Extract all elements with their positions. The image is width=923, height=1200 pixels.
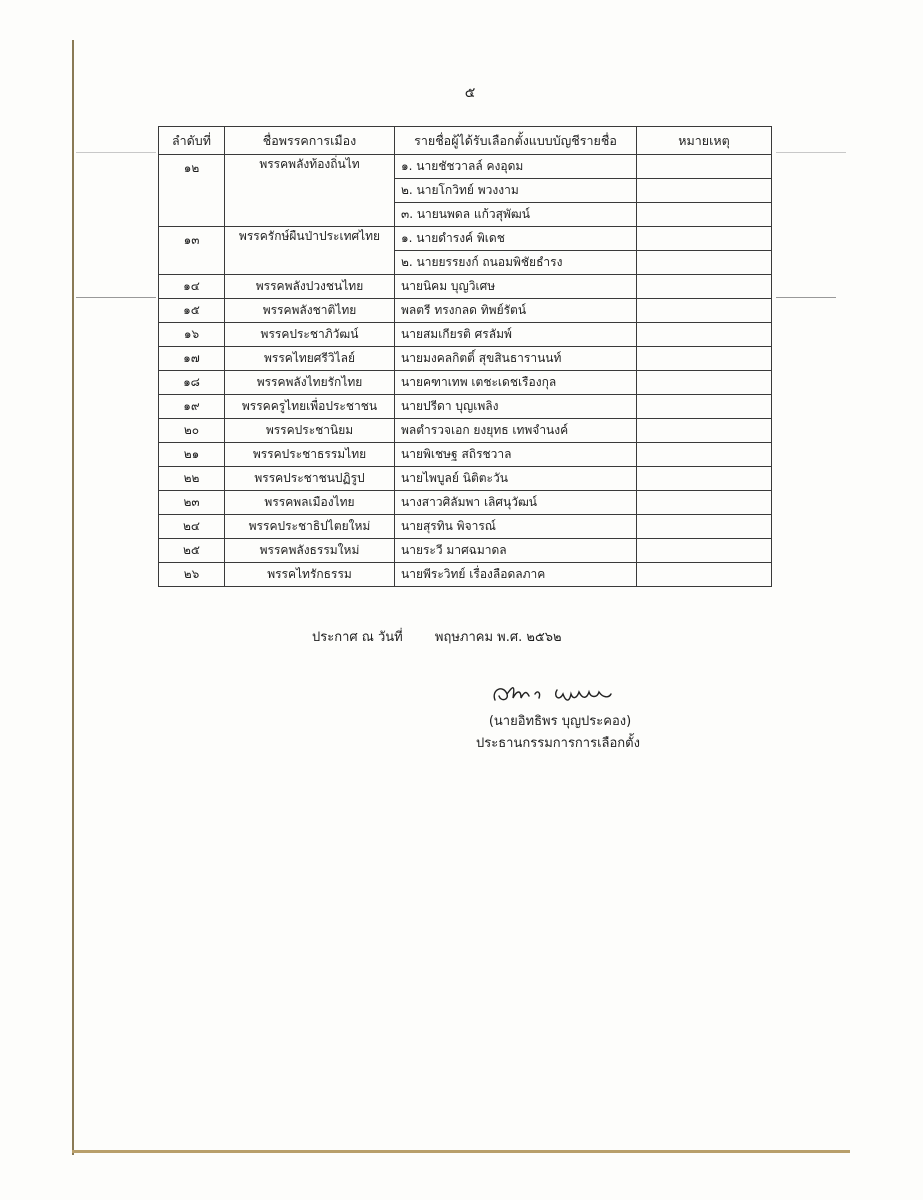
row-order-number: ๒๐ — [159, 419, 225, 443]
candidate-name: ๒. นายโกวิทย์ พวงงาม — [395, 179, 637, 203]
party-name: พรรคพลเมืองไทย — [225, 491, 395, 515]
table-row — [159, 443, 772, 467]
candidate-name: นายพิเชษฐ สถิรชวาล — [395, 443, 637, 467]
candidate-name: ๑. นายดำรงค์ พิเดช — [395, 227, 637, 251]
candidate-name: นายสุรทิน พิจารณ์ — [395, 515, 637, 539]
remark-cell — [637, 155, 772, 179]
remark-cell — [637, 371, 772, 395]
remark-cell — [637, 443, 772, 467]
candidate-name: ๑. นายชัชวาลล์ คงอุดม — [395, 155, 637, 179]
signer-title: ประธานกรรมการการเลือกตั้ง — [476, 736, 640, 751]
row-order-number: ๒๓ — [159, 491, 225, 515]
party-name: พรรครักษ์ผืนป่าประเทศไทย — [225, 227, 395, 275]
row-order-number: ๑๙ — [159, 395, 225, 419]
row-order-number: ๑๕ — [159, 299, 225, 323]
handwritten-signature — [487, 676, 627, 710]
candidate-name: พลตำรวจเอก ยงยุทธ เทพจำนงค์ — [395, 419, 637, 443]
scan-bottom-edge — [72, 1150, 850, 1153]
row-order-number: ๒๕ — [159, 539, 225, 563]
party-name: พรรคประชาชนปฏิรูป — [225, 467, 395, 491]
signer-name: (นายอิทธิพร บุญประคอง) — [488, 714, 632, 729]
table-row — [159, 299, 772, 323]
scan-artifact-line — [776, 297, 836, 298]
announcement-date: พฤษภาคม พ.ศ. ๒๕๖๒ — [434, 630, 562, 645]
row-order-number: ๒๔ — [159, 515, 225, 539]
party-name: พรรคประชาธิปไตยใหม่ — [225, 515, 395, 539]
candidate-name: นางสาวศิลัมพา เลิศนุวัฒน์ — [395, 491, 637, 515]
remark-cell — [637, 179, 772, 203]
table-row — [159, 395, 772, 419]
page-number: ๕ — [464, 85, 476, 101]
table-body — [159, 155, 772, 587]
remark-cell — [637, 251, 772, 275]
candidate-name: นายปรีดา บุญเพลิง — [395, 395, 637, 419]
table-row — [159, 323, 772, 347]
candidate-name: นายระวี มาศฉมาดล — [395, 539, 637, 563]
party-name: พรรคประชานิยม — [225, 419, 395, 443]
remark-cell — [637, 491, 772, 515]
table-row — [159, 275, 772, 299]
remark-cell — [637, 323, 772, 347]
scan-artifact-line — [776, 152, 846, 153]
scan-artifact-line — [76, 297, 156, 298]
remark-cell — [637, 563, 772, 587]
party-name: พรรคพลังชาติไทย — [225, 299, 395, 323]
row-order-number: ๑๒ — [159, 155, 225, 227]
table-row — [159, 467, 772, 491]
party-name: พรรคไทยศรีวิไลย์ — [225, 347, 395, 371]
party-name: พรรคประชาธรรมไทย — [225, 443, 395, 467]
row-order-number: ๑๔ — [159, 275, 225, 299]
party-list-results-table — [158, 126, 772, 587]
remark-cell — [637, 203, 772, 227]
party-name: พรรคประชาภิวัฒน์ — [225, 323, 395, 347]
table-row — [159, 347, 772, 371]
announcement-line — [312, 626, 562, 647]
table-row — [159, 155, 772, 179]
row-order-number: ๒๑ — [159, 443, 225, 467]
remark-cell — [637, 275, 772, 299]
candidate-name: ๒. นายยรรยงก์ ถนอมพิชัยธำรง — [395, 251, 637, 275]
remark-cell — [637, 395, 772, 419]
header-party: ชื่อพรรคการเมือง — [225, 127, 395, 155]
candidate-name: นายนิคม บุญวิเศษ — [395, 275, 637, 299]
remark-cell — [637, 347, 772, 371]
candidate-name: นายไพบูลย์ นิติตะวัน — [395, 467, 637, 491]
row-order-number: ๑๘ — [159, 371, 225, 395]
row-order-number: ๑๖ — [159, 323, 225, 347]
party-name: พรรคพลังธรรมใหม่ — [225, 539, 395, 563]
party-name: พรรคครูไทยเพื่อประชาชน — [225, 395, 395, 419]
party-name: พรรคพลังไทยรักไทย — [225, 371, 395, 395]
table-row — [159, 563, 772, 587]
candidate-name: นายคฑาเทพ เตชะเดชเรืองกุล — [395, 371, 637, 395]
remark-cell — [637, 299, 772, 323]
candidate-name: นายมงคลกิตติ์ สุขสินธารานนท์ — [395, 347, 637, 371]
candidate-name: นายพีระวิทย์ เรื่องลือดลภาค — [395, 563, 637, 587]
party-name: พรรคพลังท้องถิ่นไท — [225, 155, 395, 227]
candidate-name: นายสมเกียรติ ศรลัมพ์ — [395, 323, 637, 347]
table-header-row — [159, 127, 772, 155]
row-order-number: ๒๖ — [159, 563, 225, 587]
scan-artifact-line — [76, 152, 156, 153]
announcement-label: ประกาศ ณ วันที่ — [312, 630, 403, 645]
table-row — [159, 227, 772, 251]
row-order-number: ๑๓ — [159, 227, 225, 275]
candidate-name: ๓. นายนพดล แก้วสุพัฒน์ — [395, 203, 637, 227]
table-row — [159, 491, 772, 515]
row-order-number: ๑๗ — [159, 347, 225, 371]
remark-cell — [637, 467, 772, 491]
remark-cell — [637, 419, 772, 443]
table-row — [159, 515, 772, 539]
header-order: ลำดับที่ — [159, 127, 225, 155]
header-candidates: รายชื่อผู้ได้รับเลือกตั้งแบบบัญชีรายชื่อ — [395, 127, 637, 155]
table-row — [159, 539, 772, 563]
remark-cell — [637, 539, 772, 563]
header-remark: หมายเหตุ — [637, 127, 772, 155]
party-name: พรรคไทรักธรรม — [225, 563, 395, 587]
scan-left-edge — [72, 40, 74, 1155]
table-row — [159, 419, 772, 443]
remark-cell — [637, 515, 772, 539]
table-row — [159, 371, 772, 395]
party-name: พรรคพลังปวงชนไทย — [225, 275, 395, 299]
row-order-number: ๒๒ — [159, 467, 225, 491]
remark-cell — [637, 227, 772, 251]
candidate-name: พลตรี ทรงกลด ทิพย์รัตน์ — [395, 299, 637, 323]
